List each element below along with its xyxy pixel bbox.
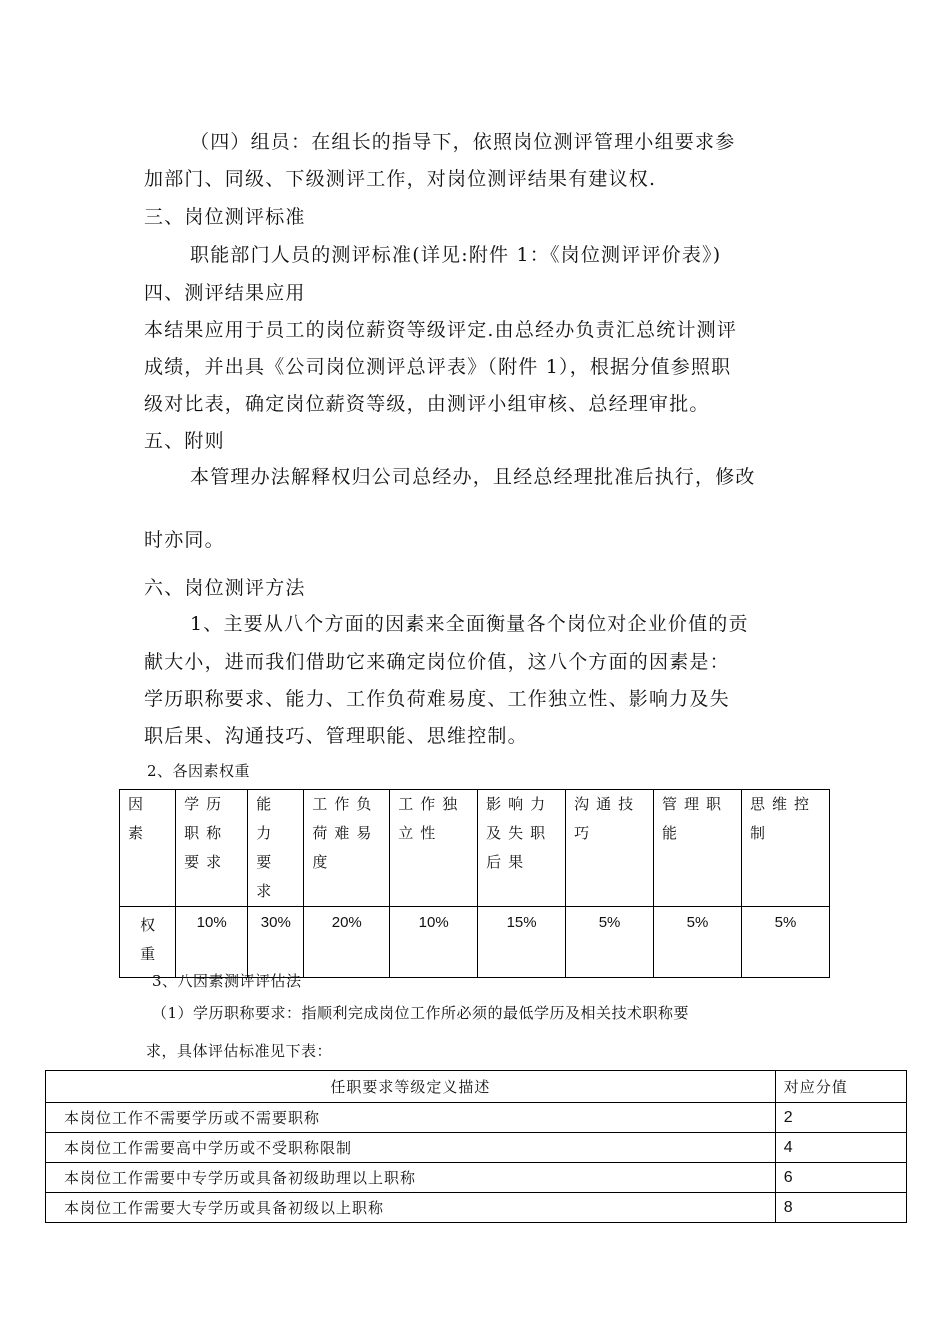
table-row	[46, 1103, 907, 1133]
table-row	[46, 1133, 907, 1163]
table-cell: 10%	[390, 907, 478, 978]
table-cell: 15%	[478, 907, 566, 978]
paragraph-line: 1、主要从八个方面的因素来全面衡量各个岗位对企业价值的贡	[190, 613, 749, 635]
paragraph-line: 学历职称要求、能力、工作负荷难易度、工作独立性、影响力及失	[144, 688, 730, 710]
table-row	[46, 1193, 907, 1223]
section-heading: 四、测评结果应用	[144, 282, 306, 304]
paragraph-line: 级对比表，确定岗位薪资等级，由测评小组审核、总经理审批。	[144, 393, 710, 415]
table-cell: 本岗位工作需要高中学历或不受职称限制	[46, 1133, 776, 1163]
paragraph-line: （1）学历职称要求：指顺利完成岗位工作所必须的最低学历及相关技术职称要	[152, 1004, 690, 1022]
paragraph-line: （四）组员：在组长的指导下，依照岗位测评管理小组要求参	[190, 131, 736, 153]
subheading: 2、各因素权重	[147, 762, 251, 780]
table-cell: 学历职称要求	[176, 790, 248, 907]
table-cell: 权重	[120, 907, 176, 978]
table-cell: 管理职能	[654, 790, 742, 907]
table-header-cell: 任职要求等级定义描述	[46, 1071, 776, 1103]
table-cell: 工作独立性	[390, 790, 478, 907]
table-header-row	[46, 1071, 907, 1103]
paragraph-line: 献大小，进而我们借助它来确定岗位价值，这八个方面的因素是：	[144, 651, 730, 673]
table-cell: 沟通技巧	[566, 790, 654, 907]
table-cell: 本岗位工作不需要学历或不需要职称	[46, 1103, 776, 1133]
paragraph-line: 加部门、同级、下级测评工作，对岗位测评结果有建议权.	[144, 168, 657, 190]
table-row	[120, 907, 830, 978]
table-cell: 因素	[120, 790, 176, 907]
table-cell: 本岗位工作需要大专学历或具备初级以上职称	[46, 1193, 776, 1223]
section-heading: 三、岗位测评标准	[144, 206, 306, 228]
paragraph-line: 时亦同。	[144, 529, 225, 551]
table-cell: 5%	[654, 907, 742, 978]
table-cell: 30%	[248, 907, 304, 978]
table-cell: 本岗位工作需要中专学历或具备初级助理以上职称	[46, 1163, 776, 1193]
table-cell: 5%	[742, 907, 830, 978]
table-cell: 2	[775, 1103, 906, 1133]
table-cell: 20%	[304, 907, 390, 978]
paragraph-line: 求，具体评估标准见下表：	[146, 1042, 333, 1060]
table-cell: 工作负荷难易度	[304, 790, 390, 907]
table-header-cell: 对应分值	[775, 1071, 906, 1103]
section-heading: 五、附则	[144, 430, 225, 452]
paragraph-line: 本管理办法解释权归公司总经办，且经总经理批准后执行，修改	[190, 466, 756, 488]
education-level-table	[45, 1070, 907, 1223]
table-cell: 4	[775, 1133, 906, 1163]
section-heading: 六、岗位测评方法	[144, 577, 306, 599]
factor-weights-table	[119, 789, 830, 978]
subheading: 3、八因素测评评估法	[152, 972, 302, 990]
table-cell: 影响力及失职后果	[478, 790, 566, 907]
table-cell: 5%	[566, 907, 654, 978]
table-row	[120, 790, 830, 907]
paragraph-line: 本结果应用于员工的岗位薪资等级评定.由总经办负责汇总统计测评	[144, 319, 738, 341]
paragraph-line: 职能部门人员的测评标准(详见:附件 1：《岗位测评评价表》)	[190, 244, 722, 266]
table-cell: 思维控制	[742, 790, 830, 907]
paragraph-line: 成绩，并出具《公司岗位测评总评表》（附件 1），根据分值参照职	[144, 356, 732, 378]
table-cell: 能力要求	[248, 790, 304, 907]
paragraph-line: 职后果、沟通技巧、管理职能、思维控制。	[144, 725, 528, 747]
table-cell: 10%	[176, 907, 248, 978]
table-cell: 8	[775, 1193, 906, 1223]
table-row	[46, 1163, 907, 1193]
table-cell: 6	[775, 1163, 906, 1193]
